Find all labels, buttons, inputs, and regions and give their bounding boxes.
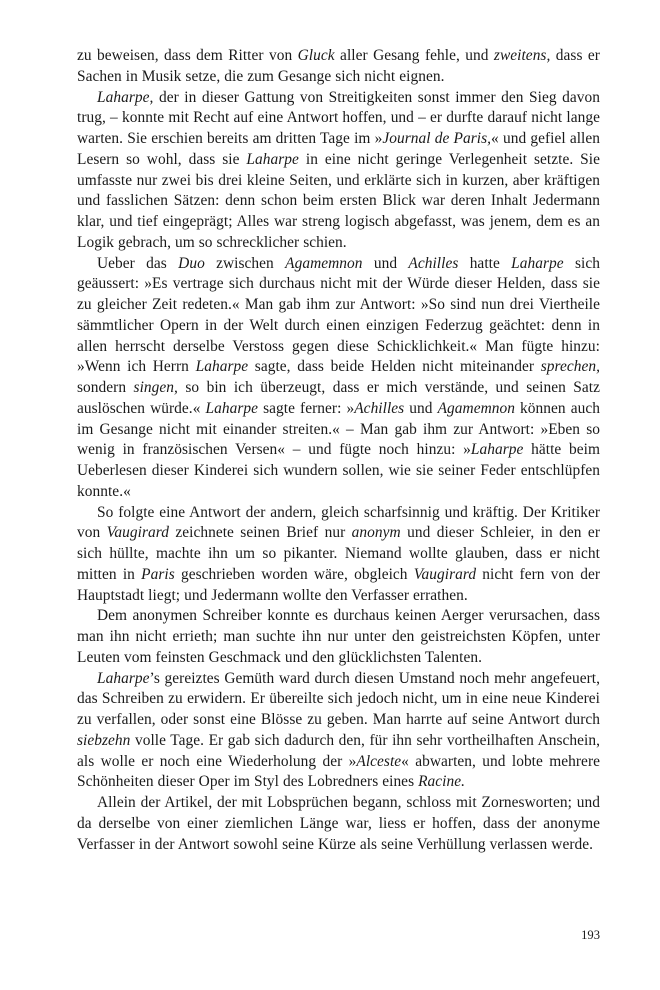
emphasis-run: Agamemnon	[437, 399, 515, 417]
emphasis-run: Laharpe	[511, 254, 564, 272]
text-run: sagte ferner: »	[258, 399, 355, 417]
emphasis-run: Laharpe	[195, 358, 249, 376]
paragraph	[77, 793, 600, 855]
emphasis-run: singen,	[133, 379, 178, 396]
text-run: hätte beim Ueberlesen dieser Kinderei sich wundern sollen, wie sie seiner Feder entschlüpfen konnte.«	[77, 441, 600, 500]
paragraph	[77, 503, 600, 607]
paragraph	[77, 254, 600, 503]
emphasis-run: Racine.	[418, 773, 466, 791]
page-number: 193	[581, 928, 600, 942]
emphasis-run: zweitens,	[493, 47, 551, 64]
text-run: zeichnete seinen Brief nur	[168, 524, 352, 542]
emphasis-run: Gluck	[297, 47, 335, 64]
text-run: Ueber das	[97, 254, 179, 272]
body-text-block	[77, 46, 600, 855]
text-run: sondern	[77, 379, 134, 396]
text-run: nicht fern von der Hauptstadt liegt; und Jedermann wollte den Verfasser errathen.	[77, 565, 600, 604]
text-run: und	[362, 254, 409, 272]
emphasis-run: Laharpe	[470, 441, 524, 459]
text-run: « abwarten, und lobte mehrere Schönheiten dieser Oper im Styl des Lobredners eines	[77, 752, 600, 791]
text-run: Dem anonymen Schreiber konnte es durchaus keinen Aerger verursachen, dass man ihn nicht errieth; man suchte ihn nur unter den geistreichsten Köpfen, unter Leuten vom feinsten Geschmack und den glücklichsten Talenten.	[77, 607, 600, 666]
text-run: können auch im Gesange nicht mit einander streiten.« – Man gab ihm zur Antwort: »Eben so wenig in französischen Versen« – und fügte noch hinzu: »	[77, 399, 600, 459]
emphasis-run: Agamemnon	[285, 254, 363, 272]
emphasis-run: Laharpe	[246, 150, 299, 168]
text-run: So folgte eine Antwort der andern, gleich scharfsinnig und kräftig. Der Kritiker von	[77, 503, 600, 542]
emphasis-run: Laharpe	[205, 399, 259, 417]
emphasis-run: Vaugirard	[106, 524, 169, 542]
text-run: und	[404, 399, 438, 417]
emphasis-run: Achilles	[354, 399, 405, 417]
paragraph	[77, 669, 600, 794]
text-run: so bin ich überzeugt, dass er mich verstände, und seinen Satz auslöschen würde.«	[77, 379, 601, 417]
paragraph	[77, 606, 600, 668]
text-run: hatte	[458, 254, 512, 272]
emphasis-run: Achilles	[408, 254, 459, 272]
text-run: « und gefiel allen Lesern so wohl, dass sie	[77, 130, 601, 168]
text-run: sich geäussert: »Es vertrage sich durchaus nicht mit der Würde dieser Helden, dass sie zu gleicher Zeit redeten.« Man gab ihm zur Antwort: »So sind nun drei Viertheile sämmtlicher Opern in der Welt durch einen einzigen Federzug geächtet: denn in allen herrscht derselbe Verstoss gegen diese Schicklichkeit.« Man fügte hinzu: »Wenn ich Herrn	[77, 254, 600, 376]
emphasis-run: Duo	[178, 254, 205, 272]
paragraph	[77, 46, 600, 88]
text-run: in eine nicht geringe Verlegenheit setzte. Sie umfasste nur zwei bis drei kleine Seiten, und erklärte sich in kurzen, aber kräftigen und fasslichen Sätzen: denn schon beim ersten Blick war deren Inhalt Jedermann klar, und tief eingeprägt; Alles war streng logisch abgefasst, was jenem, dem es an Logik gebrach, um so schrecklicher schien.	[77, 150, 600, 251]
emphasis-run: anonym	[351, 524, 401, 542]
emphasis-run: Paris	[141, 565, 175, 583]
text-run: und dieser Schleier, in den er sich hüllte, machte ihn um so pikanter. Niemand wollte glauben, dass er nicht mitten in	[77, 524, 600, 583]
emphasis-run: Journal de Paris,	[382, 130, 492, 147]
emphasis-run: Alceste	[356, 752, 402, 770]
emphasis-run: sprechen,	[540, 358, 601, 376]
paragraph	[77, 88, 600, 254]
text-run: geschrieben worden wäre, obgleich	[174, 565, 414, 583]
text-run: Allein der Artikel, der mit Lobsprüchen begann, schloss mit Zornesworten; und da derselbe von einer ziemlichen Länge war, liess er hoffen, dass der anonyme Verfasser in der Antwort sowohl seine Kürze als seine Verhüllung verlassen werde.	[77, 794, 600, 853]
text-run: dass er Sachen in Musik setze, die zum Gesange sich nicht eignen.	[77, 47, 600, 85]
emphasis-run: Laharpe	[97, 669, 150, 687]
text-run: ’s gereiztes Gemüth ward durch diesen Umstand noch mehr angefeuert, das Schreiben zu erwidern. Er übereilte sich jedoch nicht, um in eine neue Kinderei zu verfallen, oder sonst eine Blösse zu geben. Man harrte auf seine Antwort durch	[77, 669, 600, 728]
text-run: volle Tage. Er gab sich dadurch den, für ihn sehr vortheilhaften Anschein, als wolle er noch eine Wiederholung der »	[77, 731, 600, 770]
emphasis-run: Vaugirard	[413, 565, 477, 583]
emphasis-run: siebzehn	[77, 731, 131, 749]
text-run: aller Gesang fehle, und	[334, 47, 494, 64]
emphasis-run: Laharpe,	[97, 88, 154, 106]
text-run: sagte, dass beide Helden nicht miteinander	[248, 358, 541, 376]
text-run: zu beweisen, dass dem Ritter von	[77, 47, 298, 64]
text-run: zwischen	[204, 254, 286, 272]
text-run: der in dieser Gattung von Streitigkeiten sonst immer den Sieg davon trug, – konnte mit Recht auf eine Antwort hoffen, und – er durfte darauf nicht lange warten. Sie erschien bereits am dritten Tage im »	[77, 88, 600, 147]
